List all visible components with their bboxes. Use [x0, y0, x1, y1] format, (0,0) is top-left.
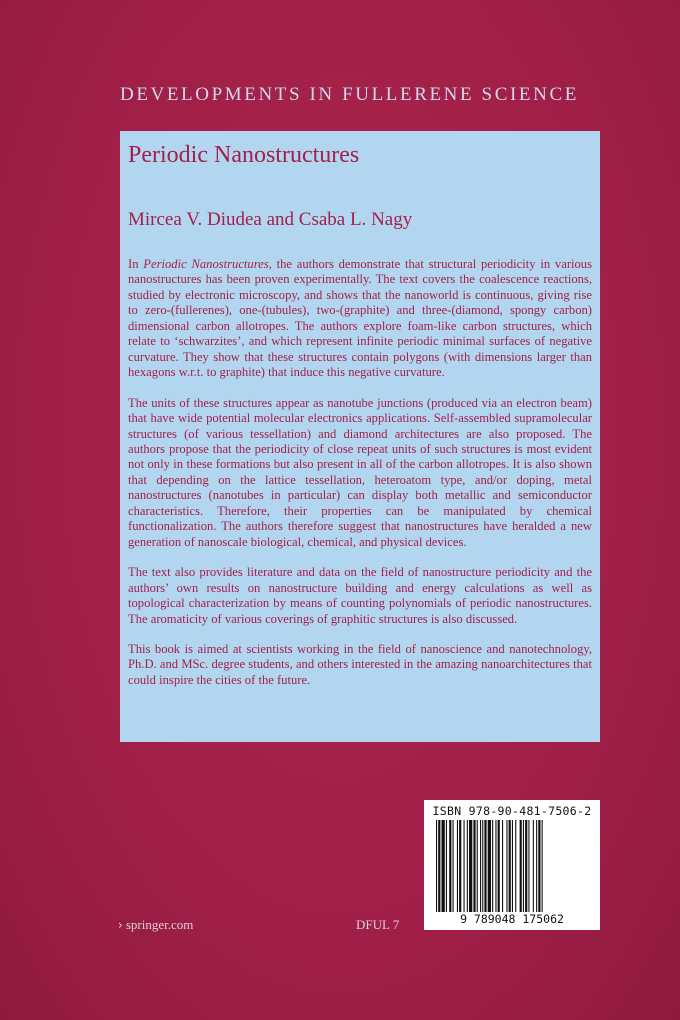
barcode-bar: [492, 820, 493, 912]
publisher-website[interactable]: [118, 917, 193, 933]
blurb-paragraph-1: [128, 257, 592, 381]
blurb-p1-title-italic: Periodic Nanostructures: [143, 257, 269, 271]
description-panel: [120, 131, 600, 742]
barcode-bar: [528, 820, 529, 912]
blurb-p1-lead: In: [128, 257, 144, 271]
barcode-bar: [438, 820, 440, 912]
barcode-bar: [477, 820, 478, 912]
barcode-bar: [506, 820, 507, 912]
barcode-bar: [488, 820, 491, 912]
barcode-bar: [512, 820, 513, 912]
series-title: DEVELOPMENTS IN FULLERENE SCIENCE: [120, 84, 579, 105]
isbn-barcode-box: [424, 800, 600, 930]
barcode-bar: [467, 820, 468, 912]
barcode-bar: [446, 820, 447, 912]
barcode-bar: [442, 820, 445, 912]
barcode-bar: [457, 820, 458, 912]
blurb-paragraph-2: The units of these structures appear as nanotube junctions (produced via an electron beam) that have wide potential molecular electronics applications. Self-assembled supramolecular structures (of various tessellation) and diamond architectures are also proposed. The authors propose that the periodicity of close repeat units of such structures is most evident not only in these formations but also present in all of the carbon allotropes. It is also shown that depending on the lattice tessellation, heteroatom type, and/or doping, metal nanostructures (nanotubes in particular) can display both metallic and semiconductor characteristics. Therefore, their properties can be manipulated by chemical functionalization. The authors therefore suggest that nanostructures have heralded a new generation of nanoscale biological, chemical, and physical devices.: [128, 395, 592, 549]
barcode-bar: [473, 820, 475, 912]
barcode-bar: [498, 820, 500, 912]
blurb-paragraph-3: The text also provides literature and data on the field of nanostructure periodicity and the authors’ own results on nanostructure building and energy calculations as well as topological characterization by means of counting polynomials of periodic nanostructures. The aromaticity of various coverings of graphitic structures is also discussed.: [128, 565, 592, 626]
barcode-bar: [538, 820, 540, 912]
barcode-bar: [542, 820, 543, 912]
isbn-number: ISBN 978-90-481-7506-2: [432, 804, 592, 818]
blurb: [128, 257, 592, 688]
barcode-bar: [502, 820, 503, 912]
barcode-bar: [495, 820, 496, 912]
barcode-bar: [520, 820, 522, 912]
barcode-bar: [449, 820, 451, 912]
barcode-bar: [453, 820, 454, 912]
chevron-right-icon: ›: [118, 918, 123, 932]
barcode-bar: [480, 820, 481, 912]
blurb-p1-rest: , the authors demonstrate that structural periodicity in various nanostructures has been proven experimentally. The text covers the coalescence reactions, studied by electronic microscopy, and shows that the nanoworld is continuous, giving rise to zero-(fullerenes), one-(tubules), two-(graphite) and three-(diamond, spongy carbon) dimensional carbon allotropes. The authors explore foam-like carbon structures, which relate to ‘schwarzites’, and which represent infinite periodic minimal surfaces of negative curvature. They show that these structures contain polygons (with dimensions larger than hexagons w.r.t. to graphite) that induce this negative curvature.: [128, 257, 593, 380]
barcode-bar: [536, 820, 537, 912]
barcode-bar: [525, 820, 527, 912]
barcode-bar: [523, 820, 524, 912]
ean-digits: 9 789048 175062: [460, 912, 564, 926]
barcode-bar: [515, 820, 516, 912]
blurb-paragraph-4: This book is aimed at scientists working in the field of nanoscience and nanotechnology, Ph.D. and MSc. degree students, and others interested in the amazing nanoarchitectures that could inspire the cities of the future.: [128, 641, 592, 687]
barcode-bar: [464, 820, 465, 912]
book-authors: Mircea V. Diudea and Csaba L. Nagy: [128, 209, 413, 230]
barcode-bar: [469, 820, 472, 912]
barcode-bar: [533, 820, 534, 912]
book-title: Periodic Nanostructures: [128, 142, 360, 168]
barcode-bar: [484, 820, 486, 912]
barcode-bar: [436, 820, 437, 912]
barcode-bar: [459, 820, 461, 912]
barcode-graphic: [434, 820, 590, 912]
series-code: DFUL 7: [356, 917, 400, 932]
barcode-bar: [482, 820, 483, 912]
publisher-website-label: springer.com: [125, 917, 194, 932]
barcode-bar: [509, 820, 511, 912]
